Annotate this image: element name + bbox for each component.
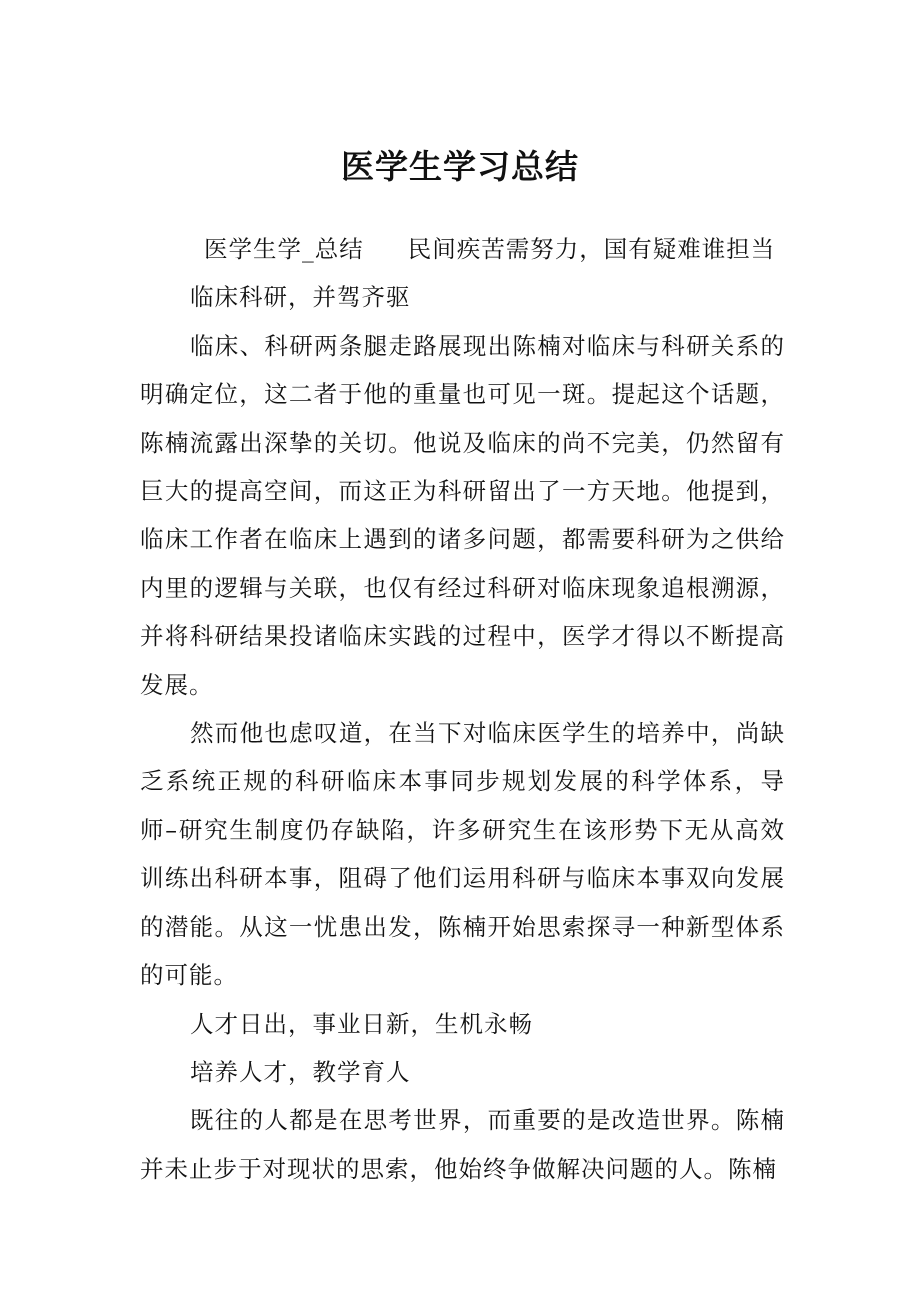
paragraph-section-heading-2: 人才日出，事业日新，生机永畅 — [190, 1009, 533, 1038]
header-left-text: 医学生学_总结 — [204, 235, 364, 263]
header-right-text: 民间疾苦需努力，国有疑难谁担当 — [407, 235, 776, 263]
paragraph-change-world: 既往的人都是在思考世界，而重要的是改造世界。陈楠并未止步于对现状的思索，他始终争做解决问题的人。陈楠 — [140, 1106, 785, 1183]
header-line — [140, 225, 785, 273]
paragraph-section-heading-1: 临床科研，并驾齐驱 — [190, 283, 411, 312]
paragraph-concern: 然而他也虑叹道，在当下对临床医学生的培养中，尚缺乏系统正规的科研临床本事同步规划发展的科学体系，导师–研究生制度仍存缺陷，许多研究生在该形势下无从高效训练出科研本事，阻碍了他们运用科研与临床本事双向发展的潜能。从这一忧患出发，陈楠开始思索探寻一种新型体系的可能。 — [140, 719, 785, 990]
document-title: 医学生学习总结 — [341, 147, 579, 186]
paragraph-section-heading-3: 培养人才，教学育人 — [190, 1057, 411, 1086]
paragraph-clinical-research: 临床、科研两条腿走路展现出陈楠对临床与科研关系的明确定位，这二者于他的重量也可见一斑。提起这个话题，陈楠流露出深挚的关切。他说及临床的尚不完美，仍然留有巨大的提高空间，而这正为科研留出了一方天地。他提到，临床工作者在临床上遇到的诸多问题，都需要科研为之供给内里的逻辑与关联，也仅有经过科研对临床现象追根溯源，并将科研结果投诸临床实践的过程中，医学才得以不断提高发展。 — [140, 331, 785, 699]
document-body — [140, 225, 785, 1193]
